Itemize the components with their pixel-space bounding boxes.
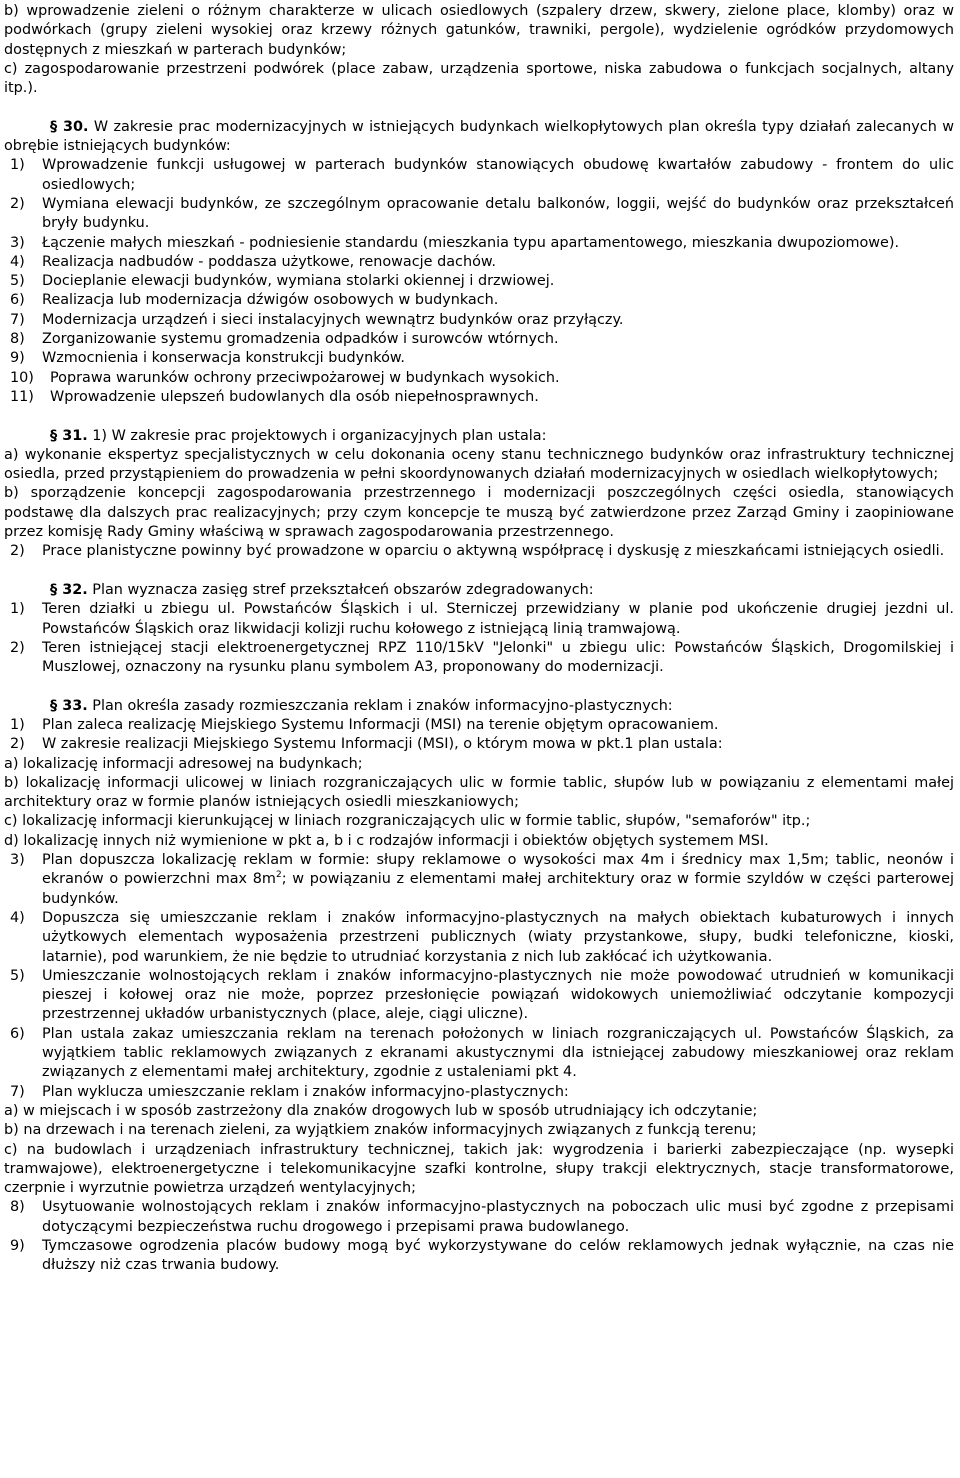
section-32-number: § 32.: [50, 581, 88, 598]
section-31-lead: § 31. 1) W zakresie prac projektowych i organizacyjnych plan ustala:: [4, 427, 954, 446]
section-33-point-7b: b) na drzewach i na terenach zieleni, za wyjątkiem znaków informacyjnych związanych z funkcją terenu;: [4, 1122, 757, 1139]
list-item: 10) Poprawa warunków ochrony przeciwpożarowej w budynkach wysokich.: [10, 369, 560, 386]
list-item: 3) Plan dopuszcza lokalizację reklam w formie: słupy reklamowe o wysokości max 4m i średnicy max 1,5m; tablic, neonów i ekranów o powierzchni $\max 8m^2$; w powiązaniu z elementami małej architektury oraz w formie szyldów w części parterowej budynków.: [10, 852, 954, 907]
list-item: 2) Wymiana elewacji budynków, ze szczególnym opracowanie detalu balkonów, loggii, wejść do budynków oraz przekształceń bryły budynku.: [10, 195, 954, 232]
section-33-point-a: a) lokalizację informacji adresowej na budynkach;: [4, 755, 363, 772]
spacer: [4, 98, 954, 117]
section-33-lead: § 33. Plan określa zasady rozmieszczania reklam i znaków informacyjno-plastycznych:: [4, 697, 954, 716]
section-30-lead: § 30. W zakresie prac modernizacyjnych w istniejących budynkach wielkopłytowych plan określa typy działań zalecanych w obrębie istniejących budynków:: [4, 118, 954, 155]
section-31-point-b: b) sporządzenie koncepcji zagospodarowania przestrzennego i modernizacji poszczególnych części osiedla, stanowiących podstawę dla dalszych prac realizacyjnych; przy czym koncepcje te muszą być zatwierdzone przez Zarząd Gminy i zaopiniowane przez komisję Rady Gminy właściwą w sprawach zagospodarowania przestrzennego.: [4, 485, 954, 541]
section-33-point-b: b) lokalizację informacji ulicowej w liniach rozgraniczających ulic w formie tablic, słupów lub w powiązaniu z elementami małej architektury oraz w formie planów istniejących osiedli mieszkaniowych;: [4, 774, 954, 811]
list-item: 2) W zakresie realizacji Miejskiego Systemu Informacji (MSI), o którym mowa w pkt.1 plan ustala:: [10, 736, 723, 753]
list-item: 8) Zorganizowanie systemu gromadzenia odpadków i surowców wtórnych.: [10, 331, 559, 348]
spacer: [4, 407, 954, 426]
list-item: 4) Dopuszcza się umieszczanie reklam i znaków informacyjno-plastycznych na małych obiektach kubaturowych i innych użytkowych elementach wyposażenia przestrzeni publicznych (wiaty przystankowe, słupy, budki telefoniczne, kioski, latarnie), pod warunkiem, że nie będzie to utrudniać korzystania z nich lub zakłócać ich użytkowania.: [10, 909, 954, 965]
list-item: 5) Docieplanie elewacji budynków, wymiana stolarki okiennej i drzwiowej.: [10, 273, 555, 290]
list-item: 4) Realizacja nadbudów - poddasza użytkowe, renowacje dachów.: [10, 253, 496, 270]
section-30-list: [4, 156, 954, 407]
list-item: 7) Plan wyklucza umieszczanie reklam i znaków informacyjno-plastycznych:: [10, 1083, 569, 1100]
list-item: 1) Plan zaleca realizację Miejskiego Systemu Informacji (MSI) na terenie objętym opracowaniem.: [10, 716, 719, 733]
list-item: 6) Plan ustala zakaz umieszczania reklam na terenach położonych w liniach rozgraniczających ul. Powstańców Śląskich, za wyjątkiem tablic reklamowych związanych z ekranami akustycznymi dla istniejącej zabudowy mieszkaniowej oraz reklam związanych z elementami małej architektury, zgodnie z ustaleniami pkt 4.: [10, 1025, 954, 1081]
spacer: [4, 677, 954, 696]
section-31-point-a: a) wykonanie ekspertyz specjalistycznych w celu dokonania oceny stanu technicznego budynków oraz infrastruktury technicznej osiedla, przed przystąpieniem do prowadzenia w pełni skoordynowanych działań modernizacyjnych w osiedlach wielkopłytowych;: [4, 446, 954, 483]
list-item: 3) Łączenie małych mieszkań - podniesienie standardu (mieszkania typu apartamentowego, mieszkania dwupoziomowe).: [10, 234, 900, 251]
intro-point-b: b) wprowadzenie zieleni o różnym charakterze w ulicach osiedlowych (szpalery drzew, skwery, zielone place, klomby) oraz w podwórkach (grupy zieleni wysokiej oraz krzewy różnych gatunków, trawniki, pergole), wydzielenie ogródków przydomowych dostępnych z mieszkań w parterach budynków;: [4, 3, 954, 58]
list-item: 6) Realizacja lub modernizacja dźwigów osobowych w budynkach.: [10, 292, 499, 309]
list-item: 7) Modernizacja urządzeń i sieci instalacyjnych wewnątrz budynków oraz przyłączy.: [10, 311, 624, 328]
section-33-point-c: c) lokalizację informacji kierunkującej w liniach rozgraniczających ulic w formie tablic, słupów, "semaforów" itp.;: [4, 813, 811, 830]
section-31-number: § 31.: [50, 427, 88, 444]
section-30-number: § 30.: [50, 118, 89, 135]
list-item: 2) Prace planistyczne powinny być prowadzone w oparciu o aktywną współpracę i dyskusję z mieszkańcami istniejących osiedli.: [10, 543, 945, 560]
section-33-number: § 33.: [50, 697, 88, 714]
list-item: 1) Teren działki u zbiegu ul. Powstańców Śląskich i ul. Sterniczej przewidziany w planie pod ukończenie drugiej jezdni ul. Powstańców Śląskich oraz likwidacji kolizji ruchu kołowego z istniejącą linią tramwajową.: [10, 601, 954, 637]
list-item: 11) Wprowadzenie ulepszeń budowlanych dla osób niepełnosprawnych.: [10, 388, 539, 405]
list-item: 9) Wzmocnienia i konserwacja konstrukcji budynków.: [10, 350, 405, 367]
spacer: [4, 562, 954, 581]
list-item: 5) Umieszczanie wolnostojących reklam i znaków informacyjno-plastycznych nie może powodować utrudnień w komunikacji pieszej i kołowej oraz nie może, poprzez przesłonięcie powiązań widokowych uniemożliwiać odczytanie kompozycji przestrzennej układów urbanistycznych (place, aleje, ciągi uliczne).: [10, 967, 954, 1023]
intro-point-c: c) zagospodarowanie przestrzeni podwórek (place zabaw, urządzenia sportowe, niska zabudowa o funkcjach socjalnych, altany itp.).: [4, 60, 954, 97]
section-33-point-d: d) lokalizację innych niż wymienione w pkt a, b i c rodzajów informacji i obiektów objętych systemem MSI.: [4, 832, 769, 849]
section-32-lead: § 32. Plan wyznacza zasięg stref przekształceń obszarów zdegradowanych:: [4, 581, 954, 600]
section-33-point-7c: c) na budowlach i urządzeniach infrastruktury technicznej, takich jak: wygrodzenia i barierki zabezpieczające (np. wysepki tramwajowe), elektroenergetyczne i telekomunikacyjne szafki kontrolne, słupy trakcji elektrycznych, stacje transformatorowe, czerpnie i wyrzutnie powietrza urządzeń wentylacyjnych;: [4, 1141, 954, 1197]
section-33-point-7a: a) w miejscach i w sposób zastrzeżony dla znaków drogowych lub w sposób utrudniający ich odczytanie;: [4, 1102, 758, 1119]
list-item: 8) Usytuowanie wolnostojących reklam i znaków informacyjno-plastycznych na poboczach ulic musi być zgodne z przepisami dotyczącymi bezpieczeństwa ruchu drogowego i przepisami prawa budowlanego.: [10, 1199, 954, 1235]
list-item: 2) Teren istniejącej stacji elektroenergetycznej RPZ 110/15kV "Jelonki" u zbiegu ulic: Powstańców Śląskich, Drogomilskiej i Muszlowej, oznaczony na rysunku planu symbolem A3, proponowany do modernizacji.: [10, 639, 954, 676]
list-item: 9) Tymczasowe ogrodzenia placów budowy mogą być wykorzystywane do celów reklamowych jednak wyłącznie, na czas nie dłuższy niż czas trwania budowy.: [10, 1238, 954, 1274]
list-item: 1) Wprowadzenie funkcji usługowej w parterach budynków stanowiących obudowę kwartałów zabudowy - frontem do ulic osiedlowych;: [10, 157, 954, 193]
